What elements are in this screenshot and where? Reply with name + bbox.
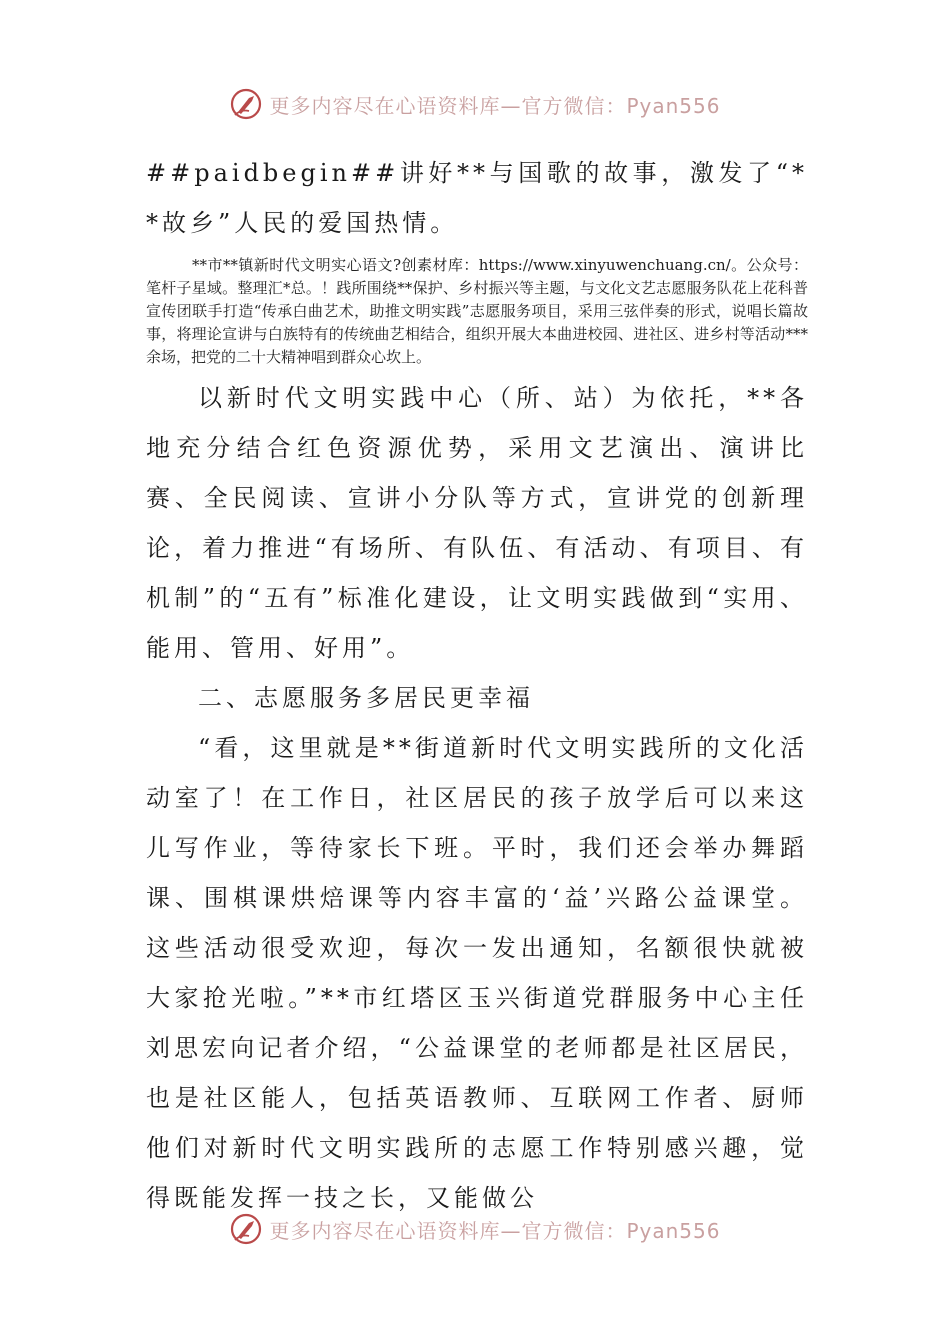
section-heading: 二、志愿服务多居民更幸福: [198, 684, 534, 712]
footer-banner-text: 更多内容尽在心语资料库—官方微信：Pyan556: [269, 1218, 721, 1243]
document-body: [146, 148, 808, 1223]
footer-banner: [0, 1209, 950, 1249]
paragraph-2: 以新时代文明实践中心（所、站）为依托，**各地充分结合红色资源优势，采用文艺演出、演讲比赛、全民阅读、宣讲小分队等方式，宣讲党的创新理论，着力推进“有场所、有队伍、有活动、有项目、有机制”的“五有”标准化建设，让文明实践做到“实用、能用、管用、好用”。: [146, 384, 808, 662]
paragraph-1: ##paidbegin##讲好**与国歌的故事，激发了“**故乡”人民的爱国热情。: [146, 159, 808, 237]
pen-nib-logo-icon: [229, 1212, 263, 1246]
small-note-paragraph: **市**镇新时代文明实心语文?创素材库：https://www.xinyuwenchuang.cn/。公众号：笔杆子星域。整理汇*总。！践所围绕**保护、乡村振兴等主题，与文化文艺志愿服务队花上花科普宣传团联手打造“传承白曲艺术，助推文明实践”志愿服务项目，采用三弦伴奏的形式，说唱长篇故事，将理论宣讲与白族特有的传统曲艺相结合，组织开展大本曲进校园、进社区、进乡村等活动***余场，把党的二十大精神唱到群众心坎上。: [146, 256, 808, 366]
header-banner-text: 更多内容尽在心语资料库—官方微信：Pyan556: [269, 93, 721, 118]
pen-nib-logo-icon: [229, 87, 263, 121]
header-banner: [0, 84, 950, 124]
paragraph-3: “看，这里就是**街道新时代文明实践所的文化活动室了！在工作日，社区居民的孩子放学后可以来这儿写作业，等待家长下班。平时，我们还会举办舞蹈课、围棋课烘焙课等内容丰富的‘益’兴路公益课堂。这些活动很受欢迎，每次一发出通知，名额很快就被大家抢光啦。”**市红塔区玉兴街道党群服务中心主任刘思宏向记者介绍，“公益课堂的老师都是社区居民，也是社区能人，包括英语教师、互联网工作者、厨师他们对新时代文明实践所的志愿工作特别感兴趣，觉得既能发挥一技之长，又能做公: [146, 734, 808, 1212]
